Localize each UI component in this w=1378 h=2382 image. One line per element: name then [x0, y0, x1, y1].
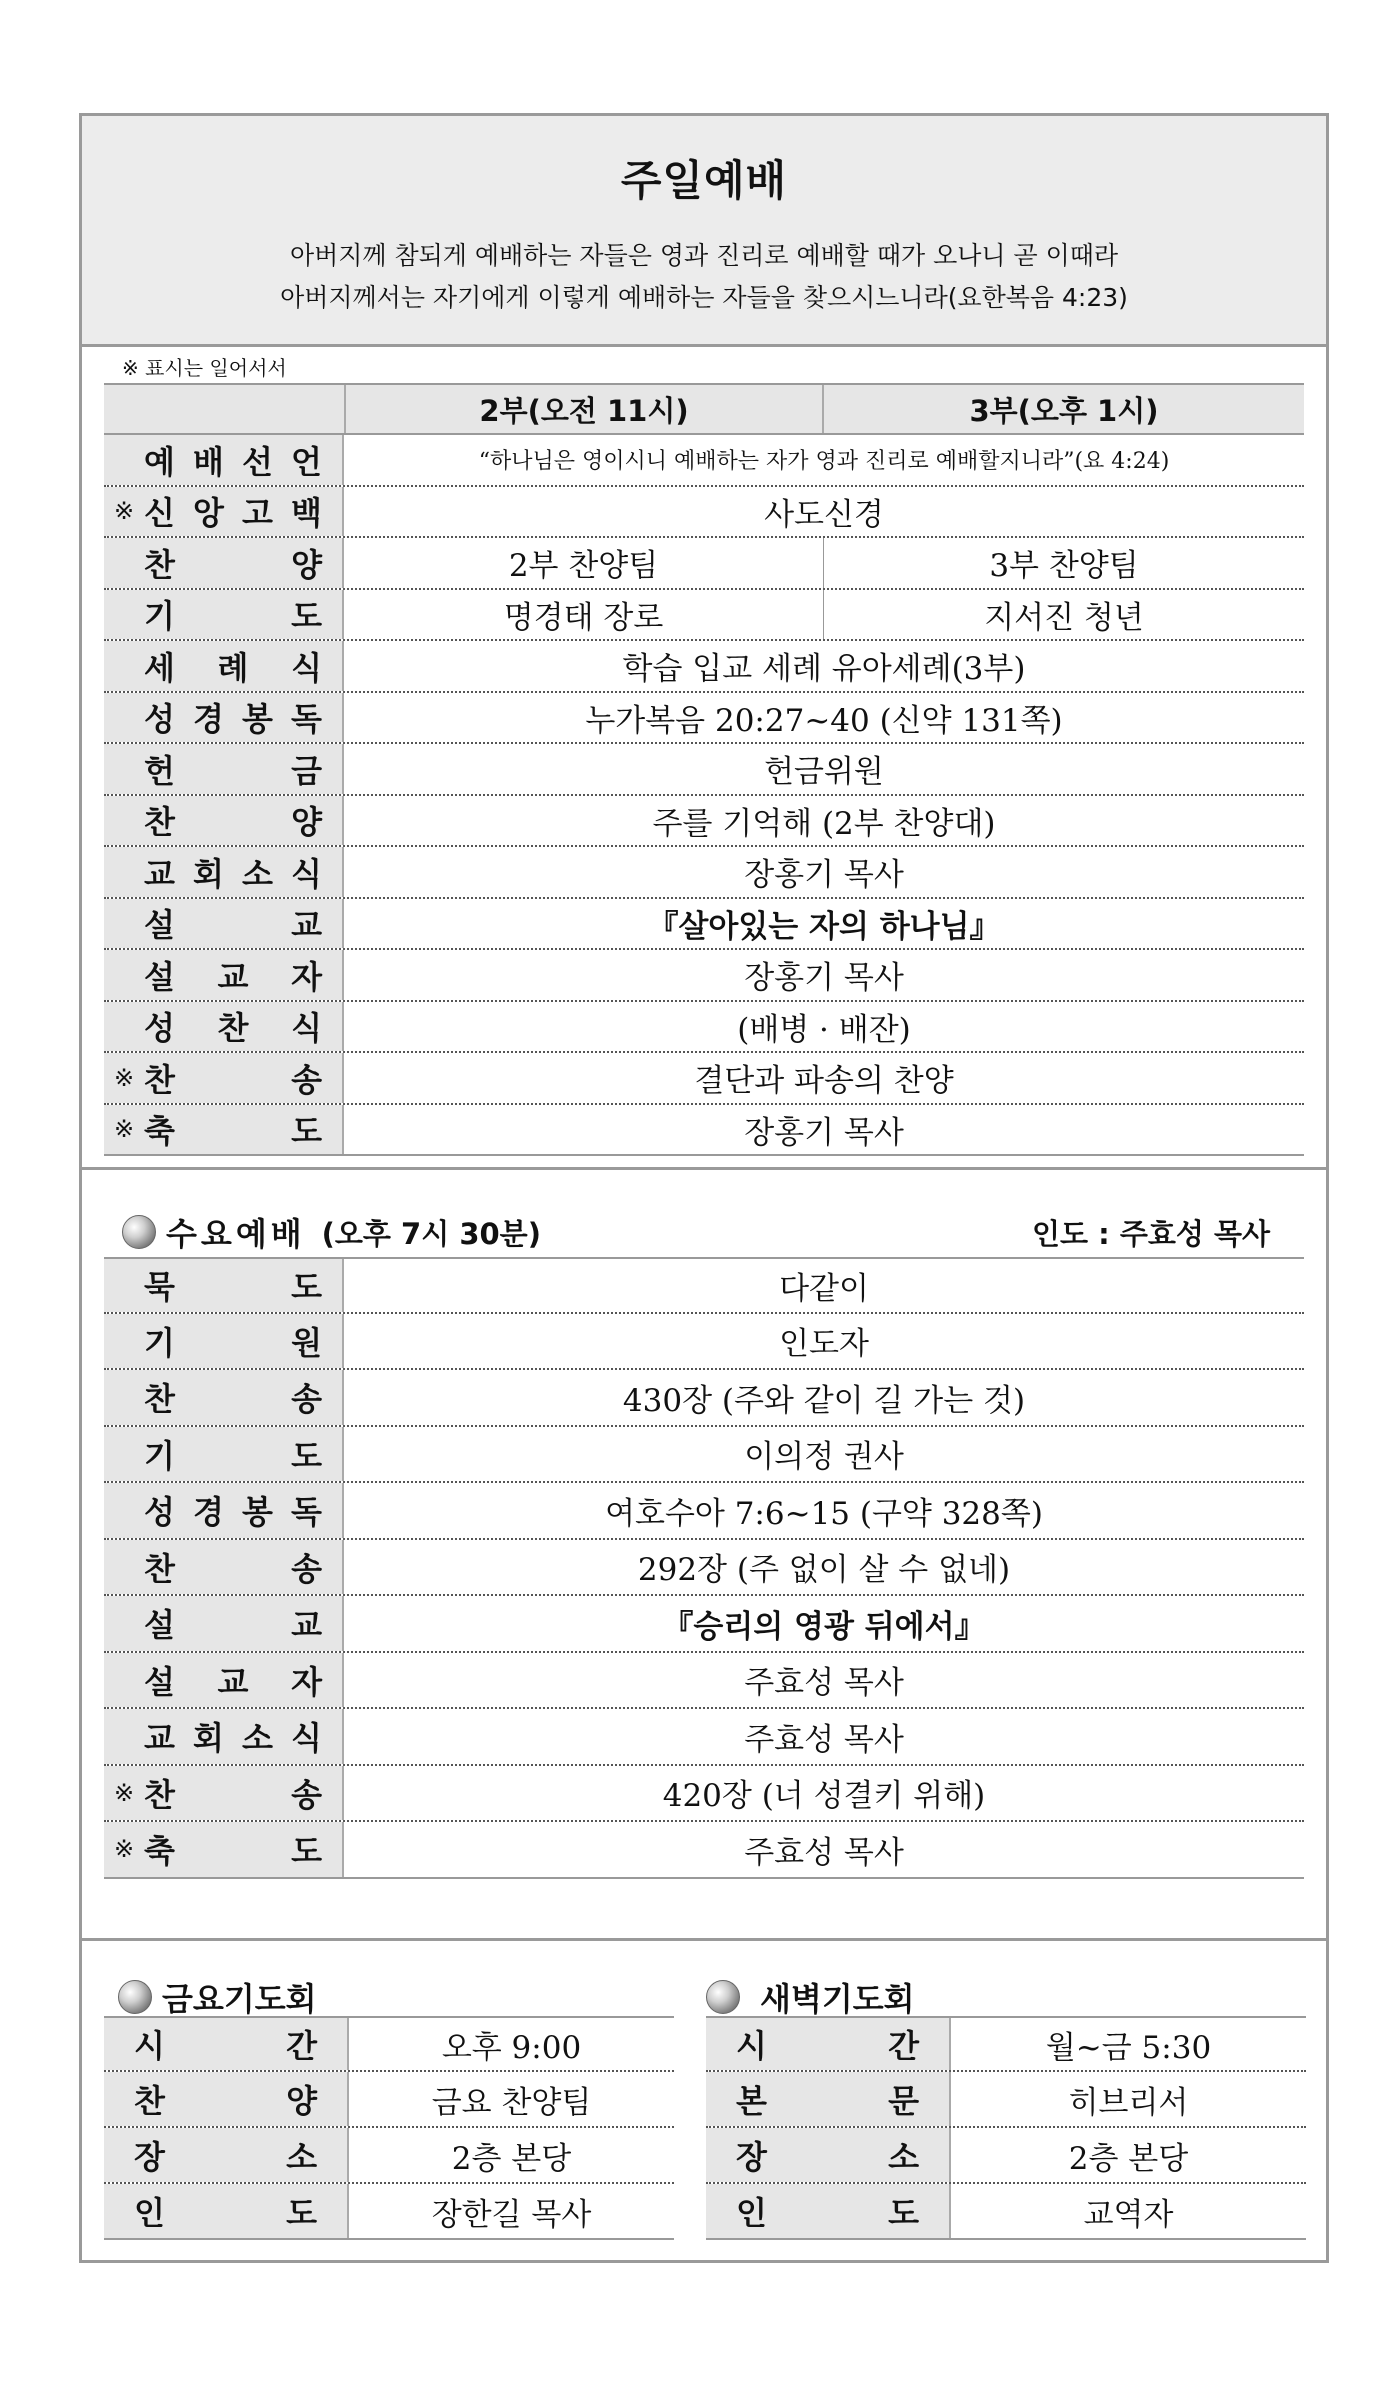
row-label-cell [104, 847, 344, 897]
row-value: 여호수아 7:6~15 (구약 328쪽) [605, 1495, 1043, 1532]
row-value: 금요 찬양팀 [431, 2084, 592, 2121]
label-char: 배 [193, 442, 224, 481]
label-char: 경 [193, 1493, 224, 1532]
row-label [144, 693, 322, 743]
standing-mark: ※ [114, 1115, 135, 1144]
row-label [134, 2128, 317, 2182]
row-label-cell [104, 641, 344, 691]
row-value: 사도신경 [764, 496, 884, 533]
label-char: 송 [291, 1549, 322, 1588]
row-label-cell [104, 744, 344, 794]
dawn-row [706, 2072, 1306, 2128]
label-char: 고 [242, 494, 273, 533]
row-label [144, 487, 322, 537]
standing-mark: ※ [114, 1778, 135, 1807]
label-char: 도 [286, 2194, 317, 2232]
label-char: 앙 [193, 494, 224, 533]
wednesday-row [104, 1483, 1304, 1540]
row-label [134, 2018, 317, 2070]
row-value: 주를 기억해 (2부 찬양대) [652, 805, 996, 842]
sunday-row [104, 1002, 1304, 1054]
label-char: 금 [291, 751, 322, 790]
row-label [144, 538, 322, 588]
label-char: 축 [144, 1112, 175, 1151]
friday-row [104, 2184, 674, 2240]
circle-bullet-icon [706, 1980, 740, 2014]
label-char: 인 [736, 2194, 767, 2232]
row-label-cell [104, 1370, 344, 1425]
label-char: 백 [291, 494, 322, 533]
row-value: 다같이 [779, 1270, 869, 1307]
page-title: 주일예배 [620, 156, 788, 205]
label-char: 시 [134, 2027, 165, 2065]
label-char: 간 [888, 2027, 919, 2065]
row-label-cell [104, 590, 344, 640]
service-3-header: 3부(오후 1시) [969, 393, 1159, 428]
sunday-row [104, 847, 1304, 899]
row-value: 월~금 5:30 [1045, 2029, 1212, 2066]
label-char: 소 [888, 2138, 919, 2176]
dawn-section-title [706, 1974, 915, 2020]
sunday-row [104, 950, 1304, 1002]
service-2-value: 명경태 장로 [344, 590, 824, 640]
label-char: 독 [291, 1493, 322, 1532]
row-label [144, 1053, 322, 1103]
service-3-value: 지서진 청년 [984, 599, 1144, 636]
sunday-row [104, 693, 1304, 745]
row-label-cell [104, 1002, 344, 1052]
friday-row [104, 2016, 674, 2072]
label-char: 도 [291, 1436, 322, 1475]
label-char: 찬 [144, 803, 175, 842]
row-label [144, 744, 322, 794]
label-char: 문 [888, 2082, 919, 2120]
label-char: 경 [193, 700, 224, 739]
row-label [134, 2072, 317, 2126]
sunday-row [104, 899, 1304, 951]
row-label [144, 1105, 322, 1155]
sunday-row [104, 435, 1304, 487]
row-label-cell [706, 2184, 951, 2238]
row-label-cell [104, 538, 344, 588]
row-label [144, 1766, 322, 1821]
label-char: 자 [291, 1662, 322, 1701]
label-char: 찬 [144, 545, 175, 584]
circle-bullet-icon [122, 1215, 156, 1249]
row-value: 2층 본당 [1068, 2140, 1189, 2177]
label-char: 교 [291, 906, 322, 945]
label-char: 성 [144, 1009, 175, 1048]
label-char: 원 [291, 1323, 322, 1362]
label-char: 찬 [217, 1009, 249, 1048]
label-char: 설 [144, 906, 175, 945]
row-label [144, 1427, 322, 1482]
sunday-row [104, 538, 1304, 590]
friday-row [104, 2072, 674, 2128]
friday-section-title [118, 1974, 317, 2020]
row-value: 장한길 목사 [431, 2196, 592, 2233]
label-char: 세 [144, 648, 175, 687]
row-value: 헌금위원 [764, 754, 884, 791]
row-label [736, 2018, 919, 2070]
row-value: 292장 (주 없이 살 수 없네) [637, 1552, 1011, 1589]
label-char: 기 [144, 1323, 175, 1362]
label-char: 봉 [242, 700, 273, 739]
standing-mark: ※ [114, 497, 135, 526]
label-char: 장 [134, 2138, 165, 2176]
dawn-title: 새벽기도회 [760, 1980, 915, 2018]
row-label [144, 590, 322, 640]
label-char: 양 [286, 2082, 317, 2120]
label-char: 송 [291, 1775, 322, 1814]
row-label [144, 796, 322, 846]
label-char: 도 [291, 1268, 322, 1307]
sunday-row [104, 796, 1304, 848]
row-label [144, 1709, 322, 1764]
row-value: 『승리의 영광 뒤에서』 [662, 1608, 986, 1645]
wednesday-row [104, 1766, 1304, 1823]
row-value: 인도자 [779, 1326, 869, 1363]
label-char: 소 [242, 854, 273, 893]
section-divider-2 [82, 1938, 1326, 1941]
bulletin-frame [79, 113, 1329, 2263]
label-char: 성 [144, 700, 175, 739]
row-label [144, 641, 322, 691]
row-label-cell [104, 950, 344, 1000]
label-char: 식 [291, 1009, 322, 1048]
label-char: 찬 [144, 1549, 175, 1588]
wednesday-row [104, 1257, 1304, 1314]
label-char: 찬 [134, 2082, 165, 2120]
verse-line-2: 아버지께서는 자기에게 이렇게 예배하는 자들을 찾으시느니라(요한복음 4:23) [280, 283, 1128, 312]
verse-line-1: 아버지께 참되게 예배하는 자들은 영과 진리로 예배할 때가 오나니 곧 이때라 [289, 241, 1119, 270]
friday-title: 금요기도회 [162, 1980, 317, 2018]
standing-note: ※ 표시는 일어서서 [122, 356, 287, 380]
friday-row [104, 2128, 674, 2184]
row-value: 학습 입교 세례 유아세례(3부) [622, 651, 1026, 688]
row-label [144, 950, 322, 1000]
label-char: 찬 [144, 1380, 175, 1419]
row-label [144, 1370, 322, 1425]
wednesday-row [104, 1314, 1304, 1371]
row-value: 히브리서 [1068, 2084, 1189, 2121]
label-char: 찬 [144, 1060, 175, 1099]
row-label-cell [104, 1596, 344, 1651]
row-label-cell [706, 2018, 951, 2070]
dawn-row [706, 2016, 1306, 2072]
label-char: 기 [144, 597, 175, 636]
label-char: 헌 [144, 751, 175, 790]
label-char: 양 [291, 803, 322, 842]
label-char: 언 [291, 442, 322, 481]
row-label-cell [104, 2128, 349, 2182]
row-label-cell [104, 899, 344, 949]
row-label [144, 1596, 322, 1651]
row-label-cell [104, 435, 344, 485]
row-label-cell [104, 1766, 344, 1821]
row-label [134, 2184, 317, 2238]
circle-bullet-icon [118, 1980, 152, 2014]
label-char: 송 [291, 1380, 322, 1419]
label-char: 성 [144, 1493, 175, 1532]
row-label-cell [104, 693, 344, 743]
label-char: 교 [291, 1606, 322, 1645]
label-char: 묵 [144, 1268, 175, 1307]
row-label [144, 847, 322, 897]
row-value: 430장 (주와 같이 길 가는 것) [622, 1382, 1026, 1419]
row-label-cell [104, 2018, 349, 2070]
label-char: 신 [144, 494, 175, 533]
row-value: 이의정 권사 [744, 1439, 904, 1476]
wednesday-title: 수요예배 [166, 1215, 306, 1253]
row-value: “하나님은 영이시니 예배하는 자가 영과 진리로 예배할지니라”(요 4:24) [478, 449, 1170, 475]
label-char: 설 [144, 957, 175, 996]
row-value: 누가복음 20:27~40 (신약 131쪽) [585, 702, 1063, 739]
label-char: 회 [193, 1719, 224, 1758]
row-value: 오후 9:00 [441, 2029, 582, 2066]
service-header-row [104, 383, 1304, 435]
row-label-cell [104, 2184, 349, 2238]
row-label [144, 1822, 322, 1877]
row-value: 주효성 목사 [744, 1834, 904, 1871]
row-label [144, 899, 322, 949]
label-char: 교 [217, 957, 249, 996]
label-char: 소 [242, 1719, 273, 1758]
row-value: 420장 (너 성결키 위해) [662, 1778, 986, 1815]
row-label-cell [104, 487, 344, 537]
label-char: 장 [736, 2138, 767, 2176]
standing-mark: ※ [114, 1063, 135, 1092]
label-char: 양 [291, 545, 322, 584]
label-char: 기 [144, 1436, 175, 1475]
label-char: 설 [144, 1662, 175, 1701]
wednesday-leader: 인도 : 주효성 목사 [1032, 1217, 1270, 1251]
row-label [736, 2072, 919, 2126]
row-label [144, 1002, 322, 1052]
row-label-cell [104, 2072, 349, 2126]
wednesday-row [104, 1596, 1304, 1653]
label-char: 봉 [242, 1493, 273, 1532]
row-label [144, 435, 322, 485]
label-char: 도 [888, 2194, 919, 2232]
row-label [144, 1653, 322, 1708]
row-label-cell [706, 2128, 951, 2182]
label-char: 식 [291, 1719, 322, 1758]
sunday-row [104, 1105, 1304, 1157]
row-label [736, 2128, 919, 2182]
sunday-row [104, 590, 1304, 642]
label-char: 도 [291, 597, 322, 636]
row-label [144, 1259, 322, 1312]
label-char: 자 [291, 957, 322, 996]
wednesday-row [104, 1822, 1304, 1879]
row-value: 장홍기 목사 [744, 857, 904, 894]
row-value: 주효성 목사 [744, 1721, 904, 1758]
label-char: 도 [291, 1832, 322, 1871]
row-value: 주효성 목사 [744, 1665, 904, 1702]
label-char: 교 [217, 1662, 249, 1701]
row-label-cell [104, 796, 344, 846]
label-char: 례 [217, 648, 249, 687]
label-char: 회 [193, 854, 224, 893]
wednesday-time: (오후 7시 30분) [321, 1216, 541, 1251]
wednesday-section-title [122, 1209, 541, 1255]
row-value: 장홍기 목사 [744, 960, 904, 997]
label-char: 시 [736, 2027, 767, 2065]
row-value: 결단과 파송의 찬양 [694, 1063, 954, 1100]
sunday-row [104, 487, 1304, 539]
row-label-cell [104, 1259, 344, 1312]
label-char: 식 [291, 854, 322, 893]
row-label-cell [104, 1540, 344, 1595]
wednesday-row [104, 1540, 1304, 1597]
row-value: 2층 본당 [451, 2140, 572, 2177]
row-label-cell [104, 1314, 344, 1369]
row-label-cell [104, 1053, 344, 1103]
label-char: 교 [144, 1719, 175, 1758]
row-label-cell [104, 1427, 344, 1482]
row-label [144, 1540, 322, 1595]
label-char: 식 [291, 648, 322, 687]
label-char: 송 [291, 1060, 322, 1099]
label-char: 간 [286, 2027, 317, 2065]
standing-mark: ※ [114, 1835, 135, 1864]
row-label-cell [104, 1653, 344, 1708]
row-value: 교역자 [1083, 2196, 1174, 2233]
label-char: 교 [144, 854, 175, 893]
row-label-cell [104, 1483, 344, 1538]
row-value: (배병 · 배잔) [737, 1011, 911, 1048]
wednesday-row [104, 1709, 1304, 1766]
dawn-row [706, 2128, 1306, 2184]
service-2-value: 2부 찬양팀 [344, 538, 824, 588]
dawn-row [706, 2184, 1306, 2240]
label-char: 독 [291, 700, 322, 739]
wednesday-row [104, 1427, 1304, 1484]
row-label-cell [104, 1105, 344, 1155]
label-char: 예 [144, 442, 175, 481]
label-char: 소 [286, 2138, 317, 2176]
row-label-cell [706, 2072, 951, 2126]
label-char: 인 [134, 2194, 165, 2232]
service-3-value: 3부 찬양팀 [989, 548, 1139, 585]
row-label [144, 1314, 322, 1369]
label-char: 도 [291, 1112, 322, 1151]
wednesday-row [104, 1653, 1304, 1710]
row-label [144, 1483, 322, 1538]
section-divider [82, 1167, 1326, 1170]
row-label-cell [104, 1822, 344, 1877]
label-char: 설 [144, 1606, 175, 1645]
row-value: 장홍기 목사 [744, 1114, 904, 1151]
row-label [736, 2184, 919, 2238]
label-char: 선 [242, 442, 273, 481]
sunday-row [104, 744, 1304, 796]
sunday-header [82, 116, 1326, 347]
wednesday-row [104, 1370, 1304, 1427]
service-2-header: 2부(오전 11시) [344, 385, 824, 433]
label-char: 찬 [144, 1775, 175, 1814]
label-char: 본 [736, 2082, 767, 2120]
sunday-row [104, 1053, 1304, 1105]
label-char: 축 [144, 1832, 175, 1871]
row-value: 『살아있는 자의 하나님』 [647, 908, 1001, 945]
row-label-cell [104, 1709, 344, 1764]
sunday-row [104, 641, 1304, 693]
